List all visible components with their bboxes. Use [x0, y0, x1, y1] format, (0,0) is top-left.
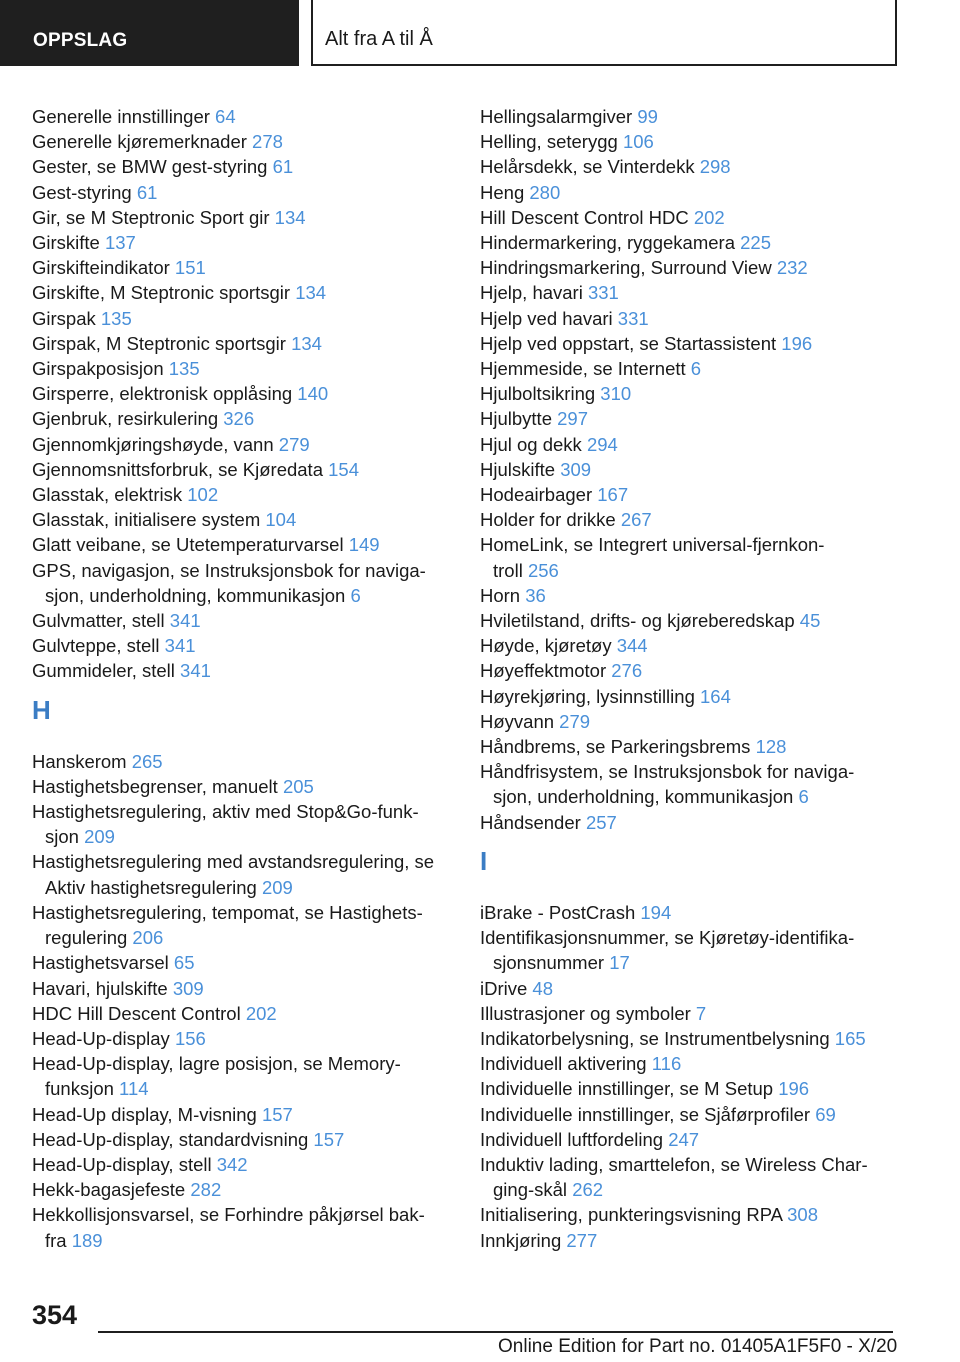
entry-text: Individuelle innstillinger, se M Setup [480, 1078, 774, 1100]
index-entry [32, 230, 452, 255]
index-entry [480, 583, 900, 608]
index-entry [480, 1001, 900, 1026]
index-entry [480, 608, 900, 633]
entry-text: Gest-styring [32, 181, 132, 203]
entry-text: regulering [45, 927, 128, 949]
index-entry [32, 180, 452, 205]
index-entry [480, 709, 900, 734]
page-reference-link[interactable]: 341 [169, 610, 201, 632]
index-entry [32, 306, 452, 331]
index-entry [32, 1001, 452, 1026]
entry-text: Hekk-bagasjefeste [32, 1179, 186, 1201]
index-entry [32, 900, 452, 950]
index-entry [480, 759, 900, 809]
page-reference-link[interactable]: 69 [815, 1103, 836, 1125]
page-reference-link[interactable]: 209 [84, 826, 115, 848]
entry-text: troll [493, 559, 523, 581]
page-reference-link[interactable]: 135 [100, 307, 132, 329]
page-reference-link[interactable]: 225 [740, 232, 772, 254]
page-number: 354 [32, 1300, 78, 1330]
page-reference-link[interactable]: 17 [609, 952, 630, 974]
page-reference-link[interactable]: 189 [71, 1229, 103, 1251]
entry-text: Initialisering, punkteringsvisning RPA [480, 1204, 782, 1226]
index-entry [480, 976, 900, 1001]
page-reference-link[interactable]: 297 [557, 408, 588, 430]
entry-text: HomeLink, se Integrert universal-fjernkon- [480, 534, 825, 556]
page-reference-link[interactable]: 61 [272, 156, 294, 178]
entry-text: HDC Hill Descent Control [32, 1002, 241, 1024]
page-reference-link[interactable]: 65 [173, 952, 195, 974]
entry-text: Hekkollisjonsvarsel, se Forhindre påkjørsel bak- [32, 1204, 425, 1226]
entry-text: Hastighetsregulering, aktiv med Stop&Go-funk- [32, 801, 419, 823]
index-entry [32, 482, 452, 507]
entry-text: Hill Descent Control HDC [480, 206, 689, 228]
page-reference-link[interactable]: 134 [291, 332, 322, 354]
entry-text: sjon, underholdning, kommunikasjon [45, 584, 346, 606]
page-reference-link[interactable]: 151 [174, 257, 206, 279]
page-reference-link[interactable]: 6 [798, 786, 809, 808]
index-entry [480, 507, 900, 532]
index-entry [480, 457, 900, 482]
page-reference-link[interactable]: 157 [313, 1128, 345, 1150]
entry-text: Gulvmatter, stell [32, 610, 165, 632]
page-reference-link[interactable]: 202 [693, 206, 725, 228]
entry-text: Girspak, M Steptronic sportsgir [32, 332, 286, 354]
entry-text: Individuell luftfordeling [480, 1128, 664, 1150]
page-reference-link[interactable]: 134 [274, 206, 306, 228]
index-entry [32, 1127, 452, 1152]
page-reference-link[interactable]: 344 [616, 635, 648, 657]
entry-text: Girskifteindikator [32, 257, 170, 279]
entry-text: Høyvann [480, 710, 555, 732]
index-entry [32, 658, 452, 683]
entry-text: Girsperre, elektronisk opplåsing [32, 383, 293, 405]
entry-text: Hjul og dekk [480, 433, 582, 455]
entry-text: GPS, navigasjon, se Instruksjonsbok for naviga- [32, 559, 426, 581]
index-entry [480, 1026, 900, 1051]
entry-text: fra [45, 1229, 67, 1251]
index-entry [480, 306, 900, 331]
page-reference-link[interactable]: 45 [799, 610, 821, 632]
entry-text: Hodeairbager [480, 484, 593, 506]
index-entry [480, 1152, 900, 1202]
page-reference-link[interactable]: 294 [586, 433, 618, 455]
page-reference-link[interactable]: 128 [755, 736, 787, 758]
page-reference-link[interactable]: 206 [132, 927, 164, 949]
entry-text: Hanskerom [32, 750, 127, 772]
page-reference-link[interactable]: 310 [600, 383, 632, 405]
index-entry [480, 532, 900, 582]
index-entry [480, 104, 900, 129]
entry-text: Heng [480, 181, 525, 203]
entry-text: Innkjøring [480, 1229, 562, 1251]
entry-text: Hviletilstand, drifts- og kjøreberedskap [480, 610, 795, 632]
index-entry [480, 205, 900, 230]
page-reference-link[interactable]: 280 [529, 181, 561, 203]
index-entry [480, 381, 900, 406]
entry-text: Gjennomsnittsforbruk, se Kjøredata [32, 458, 323, 480]
page-reference-link[interactable]: 276 [611, 660, 643, 682]
entry-text: Girspakposisjon [32, 358, 164, 380]
entry-text: Girskifte, M Steptronic sportsgir [32, 282, 291, 304]
page-reference-link[interactable]: 278 [252, 131, 283, 153]
page-reference-link[interactable]: 114 [119, 1078, 149, 1100]
entry-text: Håndbrems, se Parkeringsbrems [480, 736, 751, 758]
chapter-header [311, 0, 897, 66]
entry-text: Hindringsmarkering, Surround View [480, 257, 772, 279]
page-reference-link[interactable]: 282 [190, 1179, 222, 1201]
page-reference-link[interactable]: 277 [566, 1229, 598, 1251]
page-reference-link[interactable]: 99 [637, 106, 658, 127]
page-reference-link[interactable]: 165 [834, 1027, 866, 1049]
entry-text: Hjulboltsikring [480, 383, 596, 405]
index-entry [480, 900, 900, 925]
page-reference-link[interactable]: 48 [532, 977, 553, 999]
index-entry [480, 1228, 900, 1253]
index-entry [32, 507, 452, 532]
entry-text: Hjulbytte [480, 408, 552, 430]
index-entry [480, 925, 900, 975]
entry-text: Gulvteppe, stell [32, 635, 160, 657]
page-reference-link[interactable]: 6 [690, 358, 702, 380]
index-entry [480, 180, 900, 205]
index-entry [32, 104, 452, 129]
index-column-left [32, 104, 452, 1253]
page-reference-link[interactable]: 36 [525, 584, 546, 606]
index-entry [32, 255, 452, 280]
page-reference-link[interactable]: 257 [585, 811, 617, 833]
index-entry [480, 1076, 900, 1101]
entry-text: Hjulskifte [480, 458, 556, 480]
entry-text: Individuelle innstillinger, se Sjåførprofiler [480, 1103, 811, 1125]
index-entry [32, 532, 452, 557]
index-entry [32, 799, 452, 849]
section-tab [0, 0, 299, 66]
index-entry [480, 280, 900, 305]
page-reference-link[interactable]: 326 [223, 408, 255, 430]
entry-text: Head-Up display, M-visning [32, 1103, 257, 1125]
entry-text: Helling, seterygg [480, 131, 618, 153]
index-entry [32, 1051, 452, 1101]
page-reference-link[interactable]: 154 [328, 458, 360, 480]
index-entry [480, 684, 900, 709]
page-reference-link[interactable]: 265 [131, 750, 163, 772]
entry-text: Høyeffektmotor [480, 660, 607, 682]
page-reference-link[interactable]: 106 [622, 131, 654, 153]
page-reference-link[interactable]: 341 [164, 635, 196, 657]
index-entry [32, 154, 452, 179]
index-entry [480, 482, 900, 507]
page-reference-link[interactable]: 205 [282, 775, 314, 797]
section-title: OPPSLAG [33, 30, 128, 51]
footer-divider [98, 1331, 893, 1333]
index-entry [32, 1152, 452, 1177]
entry-text: Identifikasjonsnummer, se Kjøretøy-identifika- [480, 927, 855, 949]
entry-text: Glasstak, initialisere system [32, 509, 261, 531]
index-entry [32, 1026, 452, 1051]
index-entry [32, 331, 452, 356]
entry-text: Hjelp ved havari [480, 307, 613, 329]
entry-text: Aktiv hastighetsregulering [45, 876, 257, 898]
page-reference-link[interactable]: 232 [776, 257, 808, 279]
entry-text: Havari, hjulskifte [32, 977, 168, 999]
entry-text: Høyde, kjøretøy [480, 635, 612, 657]
index-entry [32, 457, 452, 482]
page-reference-link[interactable]: 309 [560, 458, 592, 480]
entry-text: Gjennomkjøringshøyde, vann [32, 433, 274, 455]
entry-text: Gir, se M Steptronic Sport gir [32, 206, 270, 228]
index-entry [32, 1202, 452, 1252]
page-reference-link[interactable]: 256 [527, 559, 559, 581]
page-reference-link[interactable]: 342 [216, 1153, 248, 1175]
index-column-right [480, 104, 900, 1253]
entry-text: sjonsnummer [493, 952, 605, 974]
index-entry [480, 1127, 900, 1152]
index-entry [32, 1102, 452, 1127]
index-entry [480, 356, 900, 381]
page-reference-link[interactable]: 157 [261, 1103, 293, 1125]
index-entry [32, 976, 452, 1001]
page-reference-link[interactable]: 202 [245, 1002, 277, 1024]
index-entry [480, 658, 900, 683]
entry-text: Hjemmeside, se Internett [480, 358, 686, 380]
entry-text: Girskifte [32, 232, 100, 254]
page-reference-link[interactable]: 102 [187, 484, 219, 506]
entry-text: iDrive [480, 977, 528, 999]
page-reference-link[interactable]: 135 [168, 358, 200, 380]
index-entry [32, 608, 452, 633]
index-entry [480, 230, 900, 255]
entry-text: Hastighetsregulering med avstandsregulering, se [32, 851, 435, 873]
entry-text: Illustrasjoner og symboler [480, 1002, 691, 1024]
page-reference-link[interactable]: 164 [700, 685, 731, 707]
index-letter-heading: I [480, 845, 488, 876]
entry-text: Håndfrisystem, se Instruksjonsbok for naviga- [480, 761, 855, 783]
page-reference-link[interactable]: 194 [640, 901, 672, 923]
page-reference-link[interactable]: 247 [668, 1128, 700, 1150]
page-reference-link[interactable]: 279 [278, 433, 310, 455]
index-entry [480, 1051, 900, 1076]
entry-text: Indikatorbelysning, se Instrumentbelysning [480, 1027, 830, 1049]
edition-note: Online Edition for Part no. 01405A1F5F0 - X/20 [498, 1336, 898, 1357]
index-entry [32, 633, 452, 658]
page-reference-link[interactable]: 209 [261, 876, 293, 898]
index-entry [480, 1102, 900, 1127]
index-entry [480, 406, 900, 431]
entry-text: Individuell aktivering [480, 1053, 647, 1075]
index-entry [32, 1177, 452, 1202]
index-entry [32, 749, 452, 774]
entry-text: Gester, se BMW gest-styring [32, 156, 268, 178]
page-reference-link[interactable]: 279 [559, 710, 591, 732]
page-reference-link[interactable]: 149 [348, 534, 380, 556]
index-entry [480, 734, 900, 759]
entry-text: Generelle innstillinger [32, 106, 210, 127]
chapter-title: Alt fra A til Å [325, 28, 433, 50]
entry-text: iBrake - PostCrash [480, 901, 636, 923]
page-reference-link[interactable]: 298 [699, 156, 731, 178]
page-reference-link[interactable]: 61 [136, 181, 158, 203]
index-entry [480, 154, 900, 179]
index-entry [32, 356, 452, 381]
entry-text: sjon [45, 826, 79, 848]
entry-text: Head-Up-display, lagre posisjon, se Memory- [32, 1053, 401, 1075]
index-entry [480, 810, 900, 835]
index-entry [32, 129, 452, 154]
entry-text: sjon, underholdning, kommunikasjon [493, 786, 794, 808]
index-entry [480, 331, 900, 356]
entry-text: Høyrekjøring, lysinnstilling [480, 685, 695, 707]
index-entry [32, 774, 452, 799]
page-reference-link[interactable]: 64 [215, 106, 236, 127]
entry-text: Head-Up-display, stell [32, 1153, 212, 1175]
page-reference-link[interactable]: 331 [587, 282, 619, 304]
page-reference-link[interactable]: 196 [778, 1078, 810, 1100]
entry-text: Girspak [32, 307, 96, 329]
entry-text: Glasstak, elektrisk [32, 484, 183, 506]
index-entry [480, 255, 900, 280]
index-entry [32, 406, 452, 431]
page-reference-link[interactable]: 309 [172, 977, 204, 999]
entry-text: Hindermarkering, ryggekamera [480, 232, 735, 254]
index-entry [480, 432, 900, 457]
entry-text: Hellingsalarmgiver [480, 106, 633, 127]
page-reference-link[interactable]: 140 [297, 383, 329, 405]
entry-text: Head-Up-display, standardvisning [32, 1128, 309, 1150]
entry-text: funksjon [45, 1078, 114, 1100]
index-entry [480, 1202, 900, 1227]
entry-text: Induktiv lading, smarttelefon, se Wireless Char- [480, 1153, 868, 1175]
entry-text: Hjelp, havari [480, 282, 583, 304]
index-entry [32, 432, 452, 457]
entry-text: Glatt veibane, se Utetemperaturvarsel [32, 534, 344, 556]
page-reference-link[interactable]: 156 [174, 1027, 206, 1049]
page-reference-link[interactable]: 196 [781, 332, 813, 354]
page-reference-link[interactable]: 308 [787, 1204, 818, 1226]
index-entry [32, 950, 452, 975]
page-reference-link[interactable]: 262 [572, 1179, 604, 1201]
index-entry [32, 849, 452, 899]
page-reference-link[interactable]: 331 [617, 307, 649, 329]
entry-text: Hjelp ved oppstart, se Startassistent [480, 332, 777, 354]
entry-text: Gummideler, stell [32, 660, 175, 682]
index-entry [32, 558, 452, 608]
page-reference-link[interactable]: 134 [295, 282, 327, 304]
entry-text: Hastighetsvarsel [32, 952, 169, 974]
page-reference-link[interactable]: 104 [265, 509, 297, 531]
index-entry [480, 129, 900, 154]
page-reference-link[interactable]: 137 [104, 232, 136, 254]
page-reference-link[interactable]: 267 [620, 509, 652, 531]
entry-text: ging-skål [493, 1179, 568, 1201]
page-reference-link[interactable]: 7 [695, 1002, 707, 1024]
page-reference-link[interactable]: 167 [597, 484, 629, 506]
entry-text: Horn [480, 584, 521, 606]
entry-text: Hastighetsbegrenser, manuelt [32, 775, 278, 797]
entry-text: Head-Up-display [32, 1027, 170, 1049]
index-entry [480, 633, 900, 658]
page-reference-link[interactable]: 6 [350, 584, 361, 606]
index-entry [32, 205, 452, 230]
entry-text: Helårsdekk, se Vinterdekk [480, 156, 695, 178]
index-letter-heading: H [32, 694, 51, 725]
entry-text: Generelle kjøremerknader [32, 131, 247, 153]
entry-text: Håndsender [480, 811, 581, 833]
entry-text: Holder for drikke [480, 509, 616, 531]
entry-text: Hastighetsregulering, tempomat, se Hastighets- [32, 901, 423, 923]
page-reference-link[interactable]: 116 [651, 1053, 682, 1075]
index-entry [32, 381, 452, 406]
index-entry [32, 280, 452, 305]
entry-text: Gjenbruk, resirkulering [32, 408, 219, 430]
page-reference-link[interactable]: 341 [180, 660, 211, 682]
